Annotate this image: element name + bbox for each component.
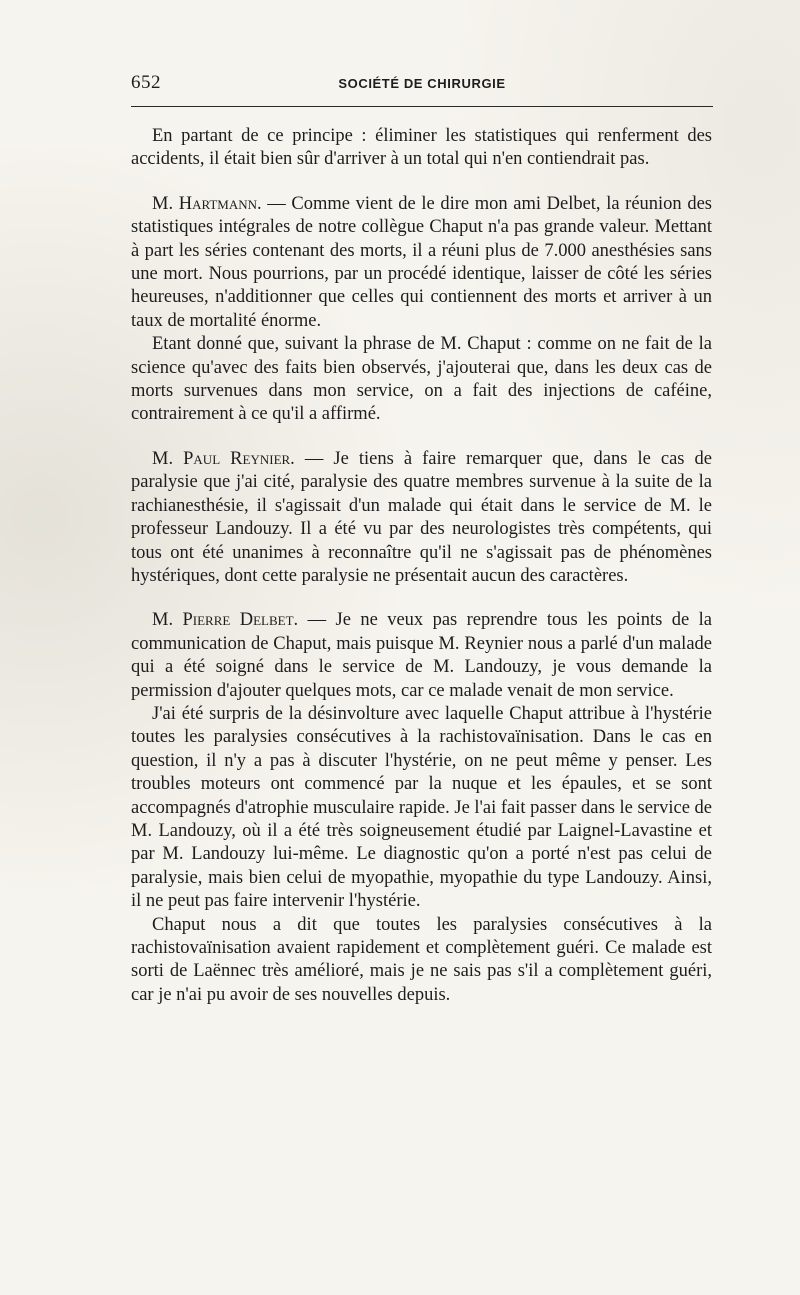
running-title: SOCIÉTÉ DE CHIRURGIE [338, 76, 506, 91]
paragraph-7-text: Chaput nous a dit que toutes les paralysies consécutives à la rachistovaïnisation avaient rapidement et complètement guéri. Ce malade est sorti de Laënnec très amélioré, mais je ne sais pas s'il a complètement guéri, car je n'ai pu avoir de ses nouvelles depuis. [131, 914, 712, 1005]
paragraph-2-text: — Comme vient de le dire mon ami Delbet, la réunion des statistiques intégrales de notre collègue Chaput n'a pas grande valeur. Mettant à part les séries contenant des morts, il a réuni plus de 7.000 anesthésies sans une mort. Nous pourrions, par un procédé identique, laisser de côté les séries heureuses, n'additionner que celles qui contiennent des morts et arriver à un taux de mortalité énorme. [131, 193, 712, 331]
paragraph-3 [131, 333, 712, 427]
speaker-hartmann: M. Hartmann. [152, 193, 262, 214]
paragraph-3-text: Etant donné que, suivant la phrase de M. Chaput : comme on ne fait de la science qu'avec des faits bien observés, j'ajouterai que, dans les deux cas de morts survenues dans mon service, on a fait des injections de caféine, contrairement à ce qu'il a affirmé. [131, 334, 712, 425]
speaker-delbet: M. Pierre Delbet. [152, 610, 299, 631]
paragraph-5-text: — Je ne veux pas reprendre tous les points de la communication de Chaput, mais puisque M. Reynier nous a parlé d'un malade qui a été soigné dans le service de M. Landouzy, je vous demande la permission d'ajouter quelques mots, car ce malade venait de mon service. [131, 610, 712, 701]
header-rule [131, 106, 713, 107]
paragraph-4 [131, 448, 712, 588]
page-header [131, 72, 713, 96]
paragraph-5 [131, 609, 712, 703]
paragraph-1 [131, 125, 712, 172]
paragraph-4-text: — Je tiens à faire remarquer que, dans le cas de paralysie que j'ai cité, paralysie des quatre membres survenue à la suite de la rachianesthésie, il s'agissait d'un malade qui était dans le service de M. le professeur Landouzy. Il a été vu par des neurologistes très compétents, qui tous ont été unanimes à reconnaître qu'il ne s'agissait pas de phénomènes hystériques, dont cette paralysie ne présentait aucun des caractères. [131, 448, 712, 586]
speaker-reynier: M. Paul Reynier. [152, 448, 295, 469]
page-number: 652 [131, 72, 161, 93]
paragraph-7 [131, 914, 712, 1008]
paragraph-6 [131, 703, 712, 914]
paragraph-1-text: En partant de ce principe : éliminer les statistiques qui renferment des accidents, il était bien sûr d'arriver à un total qui n'en contiendrait pas. [131, 126, 712, 170]
paragraph-2 [131, 193, 712, 333]
body-text [131, 125, 712, 1007]
paragraph-6-text: J'ai été surpris de la désinvolture avec laquelle Chaput attribue à l'hystérie toutes les paralysies consécutives à la rachistovaïnisation. Dans le cas en question, il n'y a pas à discuter l'hystérie, on ne peut même y penser. Les troubles moteurs ont commencé par la nuque et les épaules, et se sont accompagnés d'atrophie musculaire rapide. Je l'ai fait passer dans le service de M. Landouzy, où il a été très soigneusement étudié par Laignel-Lavastine et par M. Landouzy lui-même. Le diagnostic qu'on a porté n'est pas celui de paralysie, mais bien celui de myopathie, myopathie du type Landouzy. Ainsi, il ne peut pas faire intervenir l'hystérie. [131, 703, 712, 912]
